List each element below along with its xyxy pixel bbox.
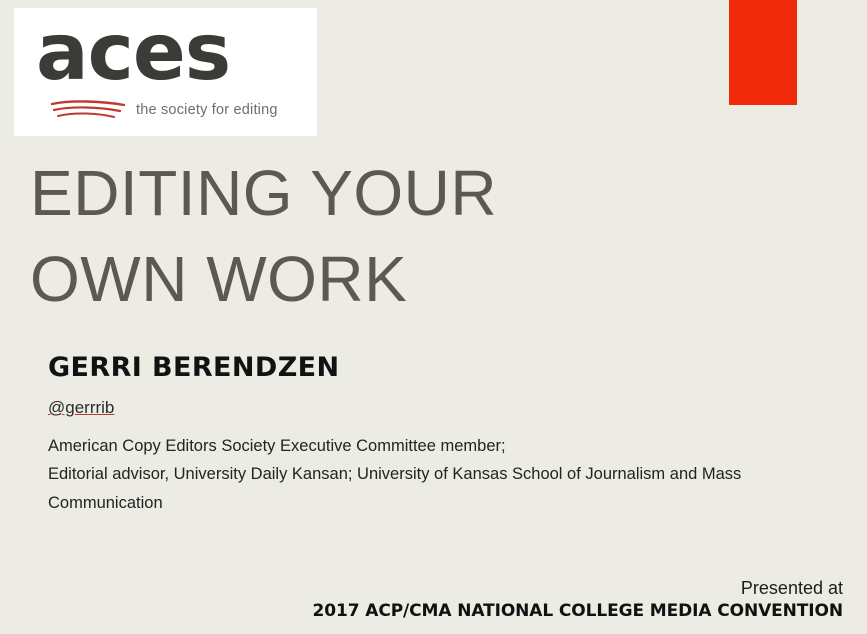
footer-event-name: 2017 ACP/CMA NATIONAL COLLEGE MEDIA CONVENTION [312,601,843,621]
page-title-line-1: EDITING YOUR [30,157,498,229]
presenter-handle [48,398,114,418]
page-title [30,150,830,323]
presenter-bio-line-1: American Copy Editors Society Executive Committee member; [48,437,506,455]
presenter-bio-line-2: Editorial advisor, University Daily Kansan; University of Kansas School of Journalism and Mass Communication [48,465,742,512]
logo-swoosh-icon [50,100,128,122]
aces-logo-tagline: the society for editing [136,102,278,118]
presenter-bio [48,432,818,517]
aces-logo [14,8,317,136]
page-title-line-2: OWN WORK [30,243,408,316]
footer-presented-at: Presented at [740,578,843,598]
aces-logo-wordmark: aces [36,8,231,98]
red-accent-rectangle [729,0,797,105]
presenter-handle-text: @gerrrib [48,398,115,417]
presenter-name: GERRI BERENDZEN [48,352,340,383]
